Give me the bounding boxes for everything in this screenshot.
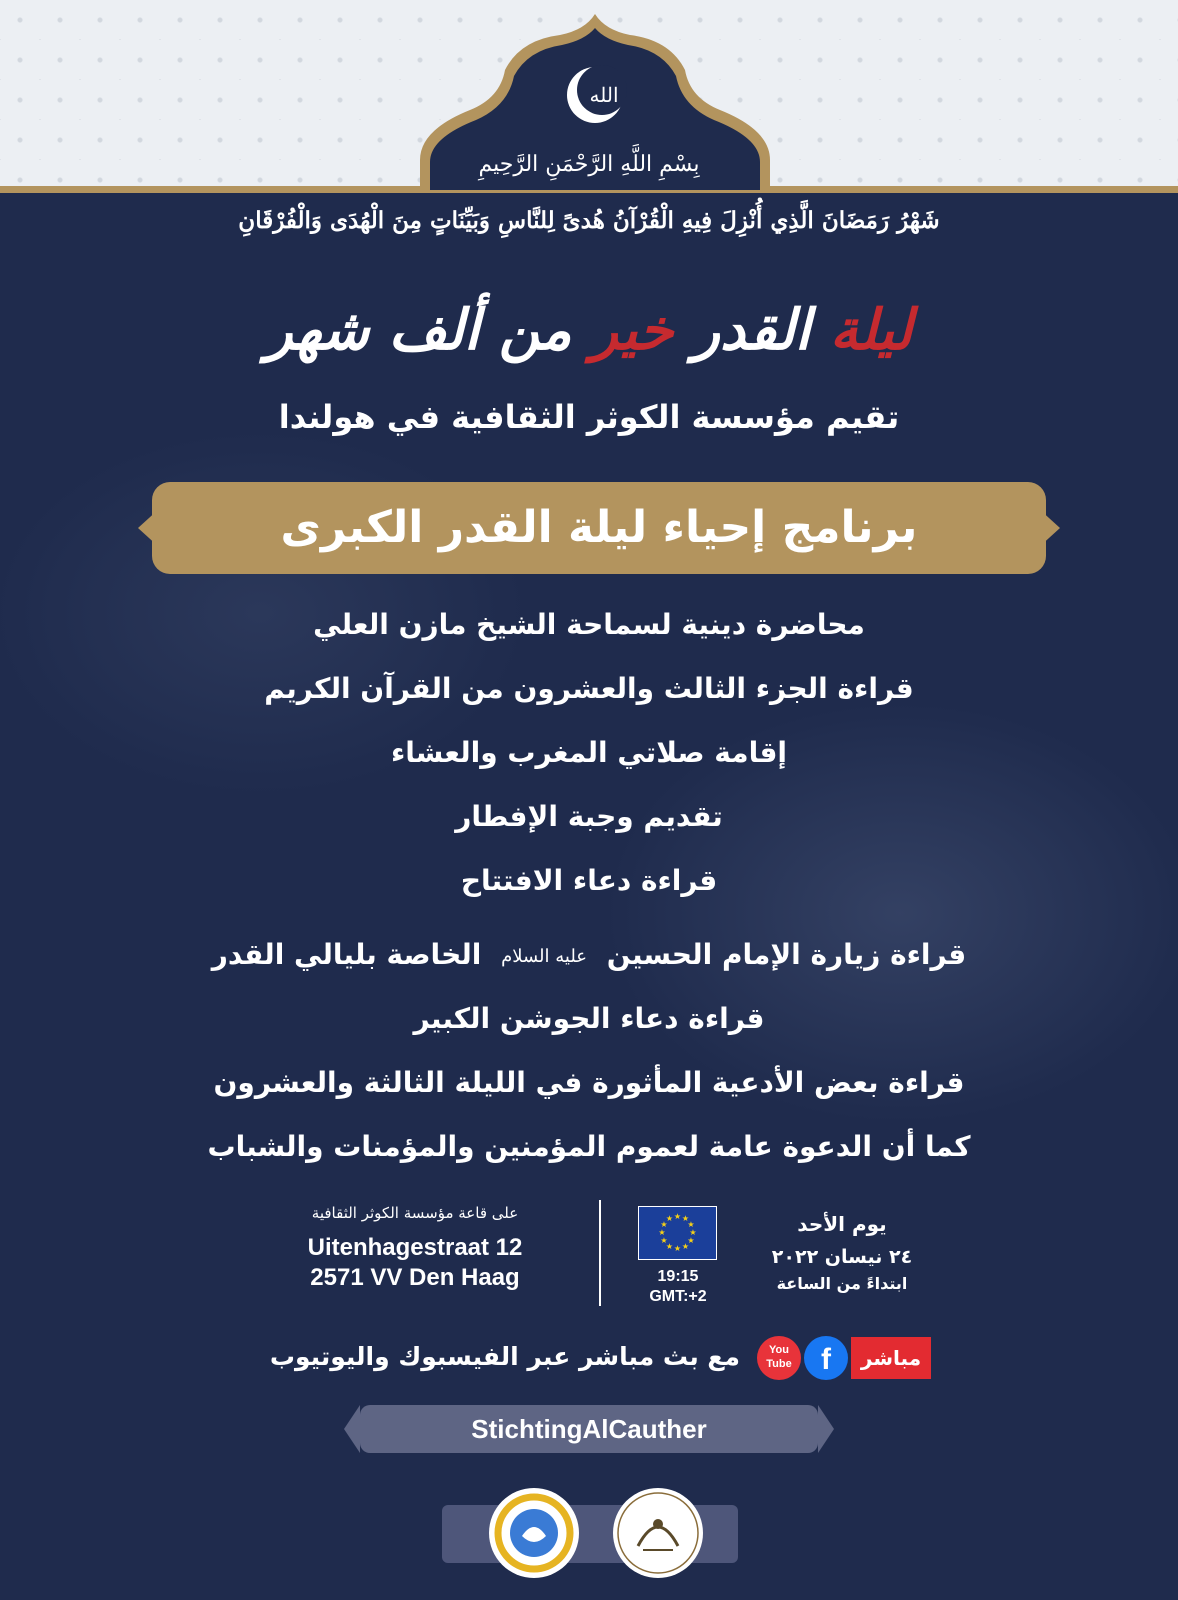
facebook-icon[interactable]: f <box>804 1336 848 1380</box>
bismillah-text: بِسْمِ اللَّهِ الرَّحْمَنِ الرَّحِيمِ <box>478 152 700 177</box>
address-line-1: Uitenhagestraat 12 <box>307 1234 523 1261</box>
stream-text: مع بث مباشر عبر الفيسبوك واليوتيوب <box>269 1342 740 1371</box>
quran-verse: شَهْرُ رَمَضَانَ الَّذِي أُنْزِلَ فِيهِ الْقُرْآنُ هُدىً لِلنَّاسِ وَبَيِّنَاتٍ مِنَ الْهُدَى وَالْفُرْقَانِ <box>238 207 940 234</box>
headline-khayr: خير <box>591 297 674 363</box>
program-item: قراءة الجزء الثالث والعشرون من القرآن الكريم <box>264 672 914 705</box>
event-day: يوم الأحد <box>797 1212 887 1236</box>
program-item: كما أن الدعوة عامة لعموم المؤمنين والمؤمنات والشباب <box>207 1130 971 1163</box>
event-start-label: ابتداءً من الساعة <box>776 1274 908 1293</box>
social-pill-left-cap <box>344 1405 360 1453</box>
live-badge: مباشر <box>851 1337 931 1379</box>
event-date: ٢٤ نيسان ٢٠٢٢ <box>771 1246 913 1268</box>
address-line-2: 2571 VV Den Haag <box>310 1264 520 1291</box>
youtube-icon[interactable] <box>757 1336 801 1380</box>
peace-be-upon-him-glyph: عليه السلام <box>501 945 588 967</box>
svg-text:★: ★ <box>687 1220 695 1229</box>
event-timezone: GMT:+2 <box>649 1288 707 1305</box>
program-item: قراءة دعاء الجوشن الكبير <box>413 1002 765 1035</box>
svg-text:★: ★ <box>660 1220 668 1229</box>
svg-text:★: ★ <box>665 1242 674 1251</box>
svg-text:★: ★ <box>658 1228 666 1237</box>
banner-title: برنامج إحياء ليلة القدر الكبرى <box>280 502 918 553</box>
svg-text:★: ★ <box>689 1228 697 1237</box>
event-time: 19:15 <box>657 1268 699 1285</box>
headline-laylat: ليلة <box>829 297 913 363</box>
crescent-icon <box>560 60 630 130</box>
social-handle[interactable]: StichtingAlCauther <box>471 1414 707 1444</box>
ziyarah-suffix: الخاصة بليالي القدر <box>211 938 482 971</box>
foundation-logo-left <box>489 1488 579 1578</box>
program-item: تقديم وجبة الإفطار <box>455 800 723 833</box>
headline-alqadr: القدر <box>692 297 811 363</box>
allah-emblem-text: الله <box>589 83 619 107</box>
ziyarah-text: قراءة زيارة الإمام الحسين <box>606 938 967 971</box>
youtube-icon-text-bottom: Tube <box>766 1358 792 1370</box>
svg-text:★: ★ <box>687 1236 695 1245</box>
svg-text:★: ★ <box>660 1236 668 1245</box>
youtube-icon-text-top: You <box>769 1344 789 1356</box>
svg-text:★: ★ <box>673 1244 682 1253</box>
svg-text:★: ★ <box>665 1214 674 1223</box>
svg-text:★: ★ <box>681 1214 690 1223</box>
program-item: قراءة دعاء الافتتاح <box>460 864 718 897</box>
program-item: قراءة بعض الأدعية المأثورة في الليلة الثالثة والعشرون <box>213 1066 965 1099</box>
eu-flag-icon <box>638 1206 717 1260</box>
venue-label: على قاعة مؤسسة الكوثر الثقافية <box>311 1204 519 1222</box>
program-item-ziyarah <box>0 938 1178 971</box>
svg-text:★: ★ <box>673 1212 682 1221</box>
program-item: إقامة صلاتي المغرب والعشاء <box>390 736 788 769</box>
program-item: محاضرة دينية لسماحة الشيخ مازن العلي <box>313 608 865 641</box>
presenter-line: تقيم مؤسسة الكوثر الثقافية في هولندا <box>278 398 900 436</box>
social-pill-right-cap <box>818 1405 834 1453</box>
quran-logo-right <box>613 1488 703 1578</box>
info-divider <box>599 1200 601 1306</box>
headline <box>0 290 1178 370</box>
svg-text:★: ★ <box>681 1242 690 1251</box>
headline-alf-shahr: من ألف شهر <box>265 297 572 363</box>
